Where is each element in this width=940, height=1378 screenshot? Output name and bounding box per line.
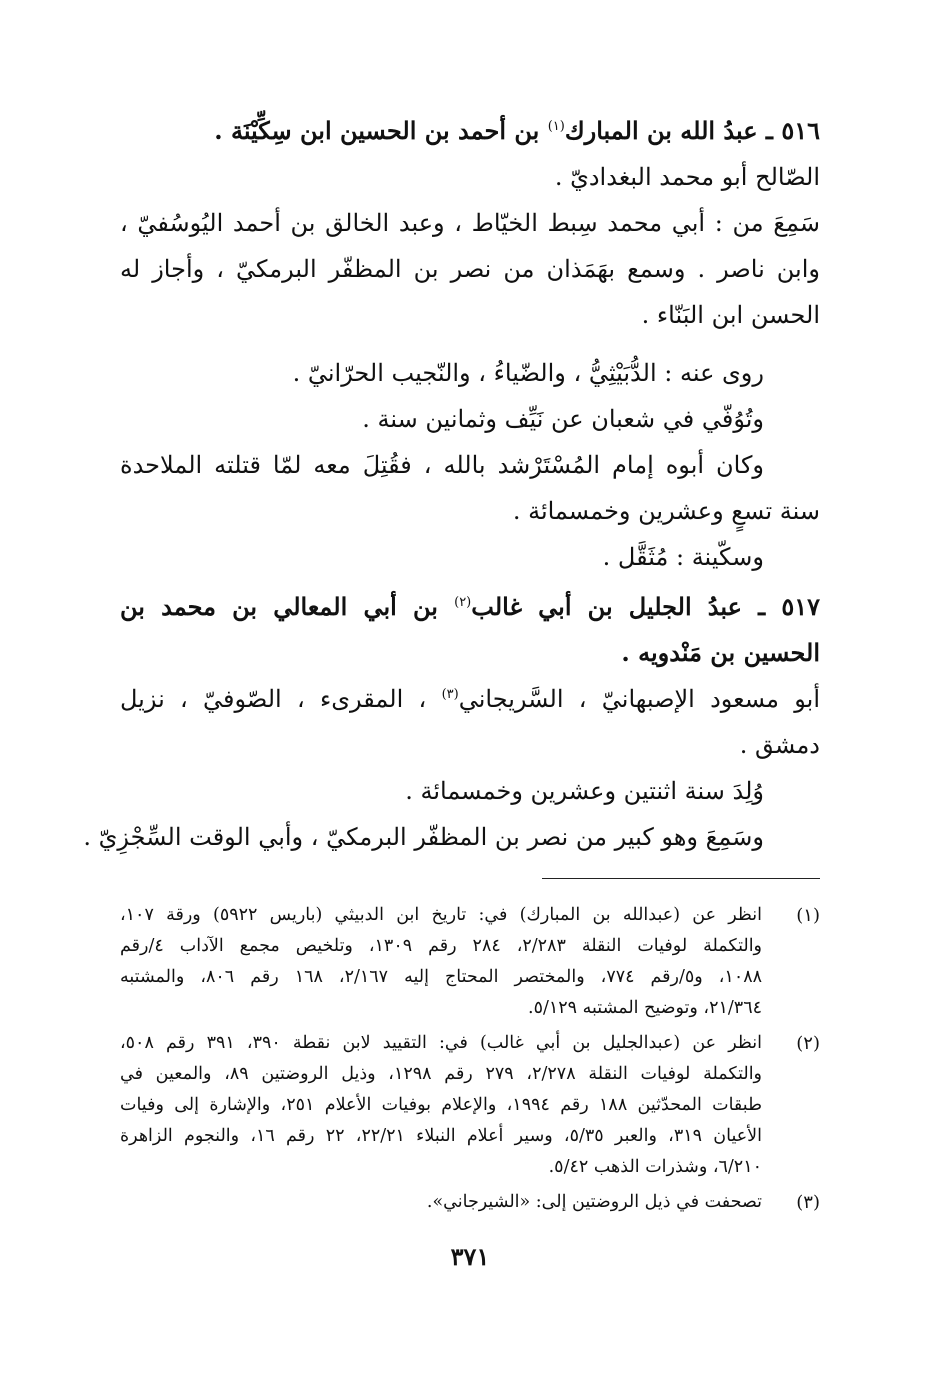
entry-516-line-5: روى عنه : الدُّبَيْثِيُّ ، والضّياءُ ، والنّجيب الحرّانيّ . [292, 359, 764, 387]
entry-heading-517-line-2: الحسين بن مَنْدويه . [621, 638, 820, 667]
footnote-line: ٦/٢١٠، وشذرات الذهب ٥/٤٢. [548, 1157, 762, 1177]
footnote-ref-1[interactable]: (١) [547, 119, 565, 134]
footnote-line: ٢١/٣٦٤، وتوضيح المشتبه ٥/١٢٩. [528, 998, 762, 1018]
entry-516-line-6: وتُوُفّي في شعبان عن نَيِّف وثمانين سنة . [362, 405, 764, 433]
entry-516-line-1: الصّالح أبو محمد البغداديّ . [554, 163, 820, 191]
entry-heading-517: ٥١٧ ـ عبدُ الجليل بن أبي غالب$^{(٢)}$ بن أبي المعالي بن محمد بن [120, 592, 820, 621]
entry-516-line-7: وكان أبوه إمام المُسْتَرْشد بالله ، فقُتِلَ معه لمّا قتلته الملاحدة [120, 451, 764, 479]
entry-517-line-1: أبو مسعود الإصبهانيّ ، السَّريجاني$^{(٣)}$ ، المقرىء ، الصّوفيّ ، نزيل [120, 685, 820, 713]
footnote-ref-3[interactable]: (٣) [441, 687, 459, 702]
footnotes [120, 900, 820, 1222]
footnote-line: انظر عن (عبدالله بن المبارك) في: تاريخ ابن الدبيثي (باريس ٥٩٢٢) ورقة ١٠٧، [120, 905, 762, 925]
footnote-line: طبقات المحدّثين ١٨٨ رقم ١٩٩٤، والإعلام بوفيات الأعلام ٢٥١، والإشارة إلى وفيات [120, 1095, 762, 1115]
entry-heading-516: ٥١٦ ـ عبدُ الله بن المبارك$^{(١)}$ بن أحمد بن الحسين ابن سِكِّيْنَة . [214, 116, 820, 145]
footnote-line: الأعيان ٣١٩، والعبر ٥/٣٥، وسير أعلام النبلاء ٢٢/٢١، ٢٢ رقم ١٦، والنجوم الزاهرة [120, 1126, 762, 1146]
footnote-line: والتكملة لوفيات النقلة ٢/٢٨٣، ٢٨٤ رقم ١٣٠٩، وتلخيص مجمع الآداب ٤/رقم [120, 936, 762, 956]
entry-516-line-3: وابن ناصر . وسمع بهَمَذان من نصر بن المظفّر البرمكيّ ، وأجاز له [120, 255, 820, 283]
entry-516-line-2: سَمِعَ من : أبي محمد سِبط الخيّاط ، وعبد الخالق بن أحمد اليُوسُفيّ ، [120, 209, 820, 237]
footnote-3 [120, 1187, 820, 1218]
main-text [83, 108, 820, 860]
footnote-line: ١٠٨٨، و٥/رقم ٧٧٤، والمختصر المحتاج إليه ٢/١٦٧، ١٦٨ رقم ٨٠٦، والمشتبه [120, 967, 762, 987]
footnote-number: (١) [796, 905, 820, 926]
entry-517-line-4: وسَمِعَ وهو كبير من نصر بن المظفّر البرمكيّ ، وأبي الوقت السِّجْزِيّ . [83, 823, 764, 851]
entry-516-line-8: سنة تسعٍ وعشرين وخمسمائة . [512, 497, 820, 525]
footnote-number: (٢) [796, 1033, 820, 1054]
footnote-separator [542, 878, 820, 879]
entry-517-line-3: وُلِدَ سنة اثنتين وعشرين وخمسمائة . [405, 777, 764, 805]
footnote-number: (٣) [796, 1192, 820, 1213]
page-number: ٣٧١ [450, 1242, 490, 1271]
entry-516-line-4: الحسن ابن البَنّاء . [641, 301, 820, 329]
footnote-line: تصحفت في ذيل الروضتين إلى: «الشيرجاني». [426, 1192, 762, 1212]
footnote-line: انظر عن (عبدالجليل بن أبي غالب) في: التقييد لابن نقطة ٣٩٠، ٣٩١ رقم ٥٠٨، [120, 1033, 762, 1053]
entry-517-line-2: دمشق . [739, 731, 820, 759]
footnote-1 [120, 900, 820, 1024]
footnote-2 [120, 1028, 820, 1183]
footnote-line: والتكملة لوفيات النقلة ٢/٢٧٨، ٢٧٩ رقم ١٢٩٨، وذيل الروضتين ٨٩، والمعين في [120, 1064, 762, 1084]
entry-516-line-9: وسكّينة : مُثَقَّل . [602, 543, 764, 571]
footnote-ref-2[interactable]: (٢) [454, 595, 472, 610]
